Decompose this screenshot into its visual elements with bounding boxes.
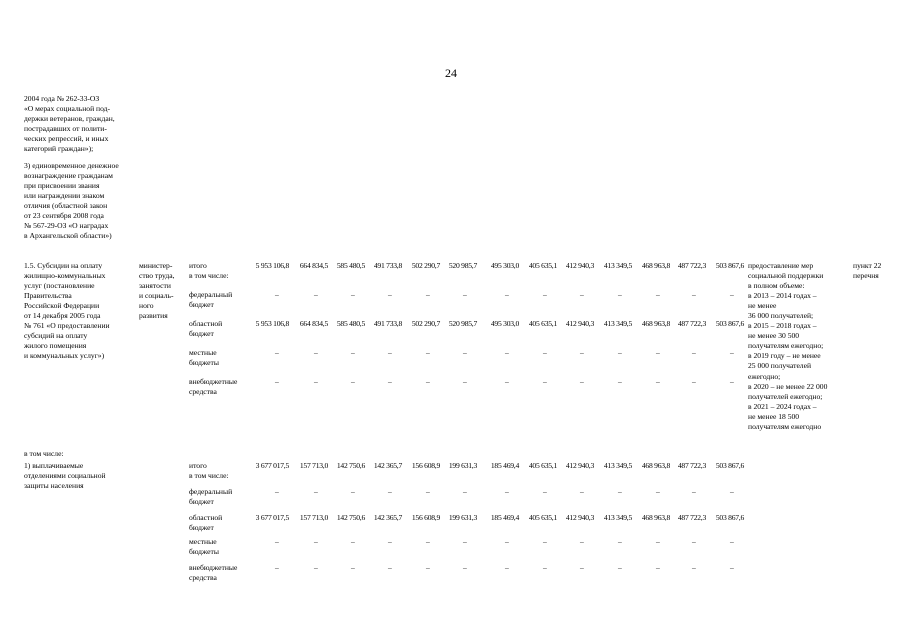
- subitem-1-value-cell: –: [580, 537, 584, 546]
- item-1-5-value-cell: 468 963,8: [641, 319, 670, 328]
- item-1-5-value-cell: –: [426, 377, 430, 386]
- subitem-1-value-cell: –: [730, 563, 734, 572]
- subitem-1-value-cell: –: [388, 563, 392, 572]
- item-1-5-value-cell: –: [730, 348, 734, 357]
- subitem-1-value-cell: 412 940,3: [565, 513, 594, 522]
- subitem-1-value-cell: 487 722,3: [677, 513, 706, 522]
- item-1-5-row-label: федеральный бюджет: [189, 290, 233, 309]
- item-1-5-value-cell: –: [275, 290, 279, 299]
- subitem-1-value-cell: –: [692, 537, 696, 546]
- item-1-5-value-cell: 491 733,8: [373, 319, 402, 328]
- subitem-1-row-label: внебюджетные средства: [189, 563, 238, 582]
- item-1-5-value-cell: 413 349,5: [603, 261, 632, 270]
- item-1-5-value-cell: –: [275, 377, 279, 386]
- item-1-5-value-cell: –: [505, 377, 509, 386]
- subitem-1-value-cell: 413 349,5: [603, 513, 632, 522]
- subitem-1-value-cell: 468 963,8: [641, 461, 670, 470]
- item-1-5-value-cell: 405 635,1: [528, 261, 557, 270]
- item-1-5-value-cell: –: [692, 348, 696, 357]
- subitem-1-value-cell: –: [505, 563, 509, 572]
- subitem-1-value-cell: –: [543, 563, 547, 572]
- item-1-5-value-cell: –: [388, 348, 392, 357]
- subitem-1-value-cell: 3 677 017,5: [255, 513, 289, 522]
- item-1-5-value-cell: –: [463, 348, 467, 357]
- item-1-5-value-cell: 503 867,6: [715, 261, 744, 270]
- subitem-1-value-cell: 142 365,7: [373, 513, 402, 522]
- subitem-1-value-cell: –: [618, 537, 622, 546]
- subitem-1-value-cell: –: [314, 487, 318, 496]
- subitem-1-name: 1) выплачиваемые отделениями социальной защиты населения: [24, 461, 106, 490]
- item-1-5-value-cell: –: [463, 377, 467, 386]
- subitem-1-value-cell: –: [388, 487, 392, 496]
- subitem-1-value-cell: 503 867,6: [715, 461, 744, 470]
- item-1-5-value-cell: 468 963,8: [641, 261, 670, 270]
- item-1-5-value-cell: –: [426, 290, 430, 299]
- item-1-5-value-cell: –: [351, 377, 355, 386]
- subitem-1-value-cell: 199 631,3: [448, 513, 477, 522]
- subitem-1-value-cell: 156 608,9: [411, 513, 440, 522]
- item-1-5-value-cell: 5 953 106,8: [255, 261, 289, 270]
- subitem-1-row-label: итого в том числе:: [189, 461, 229, 480]
- item-1-5-value-cell: –: [505, 348, 509, 357]
- subitem-1-value-cell: –: [314, 537, 318, 546]
- subitem-1-value-cell: –: [505, 487, 509, 496]
- subitem-1-value-cell: 468 963,8: [641, 513, 670, 522]
- item-1-5-row-label: областной бюджет: [189, 319, 223, 338]
- item-1-5-value-cell: –: [656, 290, 660, 299]
- subitem-1-value-cell: 503 867,6: [715, 513, 744, 522]
- item-1-5-value-cell: 487 722,3: [677, 261, 706, 270]
- subitem-1-value-cell: 142 750,6: [336, 461, 365, 470]
- subitem-1-value-cell: –: [275, 537, 279, 546]
- subitem-1-value-cell: –: [388, 537, 392, 546]
- subsection-intro: в том числе:: [24, 449, 64, 458]
- subitem-1-value-cell: –: [426, 537, 430, 546]
- item-1-5-name: 1.5. Субсидии на оплату жилищно-коммунальных услуг (постановление Правительства Российской Федерации от 14 декабря 2005 года № 761 «О предоставлении субсидий на оплату жилого помещения и коммунальных услуг»): [24, 261, 110, 360]
- subitem-1-value-cell: 185 469,4: [490, 461, 519, 470]
- subitem-1-value-cell: –: [656, 487, 660, 496]
- subitem-1-value-cell: –: [505, 537, 509, 546]
- item-1-5-value-cell: –: [692, 290, 696, 299]
- item-1-5-value-cell: 520 985,7: [448, 261, 477, 270]
- item-1-5-value-cell: –: [314, 290, 318, 299]
- item-1-5-value-cell: –: [388, 377, 392, 386]
- subitem-1-value-cell: –: [543, 537, 547, 546]
- item-1-5-value-cell: –: [426, 348, 430, 357]
- subitem-1-value-cell: 413 349,5: [603, 461, 632, 470]
- subitem-1-value-cell: 405 635,1: [528, 513, 557, 522]
- subitem-1-value-cell: 157 713,0: [299, 461, 328, 470]
- item-1-5-value-cell: 412 940,3: [565, 261, 594, 270]
- item-1-5-value-cell: –: [543, 377, 547, 386]
- subitem-1-value-cell: 157 713,0: [299, 513, 328, 522]
- subitem-1-value-cell: –: [463, 537, 467, 546]
- subitem-1-value-cell: –: [275, 563, 279, 572]
- subitem-1-value-cell: –: [730, 487, 734, 496]
- item-1-5-row-label: итого в том числе:: [189, 261, 229, 280]
- subitem-1-value-cell: –: [351, 487, 355, 496]
- subitem-1-value-cell: –: [730, 537, 734, 546]
- item-1-5-value-cell: –: [543, 348, 547, 357]
- subitem-1-value-cell: –: [692, 487, 696, 496]
- subitem-1-row-label: федеральный бюджет: [189, 487, 233, 506]
- subitem-1-value-cell: –: [314, 563, 318, 572]
- subitem-1-value-cell: 185 469,4: [490, 513, 519, 522]
- subitem-1-value-cell: –: [580, 487, 584, 496]
- item-1-5-value-cell: 495 303,0: [490, 319, 519, 328]
- item-1-5-row-label: внебюджетные средства: [189, 377, 238, 396]
- item-1-5-value-cell: –: [351, 290, 355, 299]
- item-1-5-value-cell: 5 953 106,8: [255, 319, 289, 328]
- item-1-5-value-cell: –: [656, 377, 660, 386]
- item-1-5-value-cell: 585 480,5: [336, 319, 365, 328]
- item-1-5-value-cell: –: [580, 348, 584, 357]
- item-1-5-value-cell: –: [351, 348, 355, 357]
- subitem-1-value-cell: –: [580, 563, 584, 572]
- item-1-5-value-cell: –: [692, 377, 696, 386]
- item-1-5-value-cell: 487 722,3: [677, 319, 706, 328]
- item-1-5-executor: министер- ство труда, занятости и социаль- ного развития: [139, 261, 175, 320]
- item-1-5-value-cell: 520 985,7: [448, 319, 477, 328]
- item-1-5-value-cell: –: [388, 290, 392, 299]
- subitem-1-value-cell: –: [656, 537, 660, 546]
- subitem-1-row-label: местные бюджеты: [189, 537, 219, 556]
- item-1-5-value-cell: –: [275, 348, 279, 357]
- subitem-1-value-cell: –: [692, 563, 696, 572]
- subitem-1-value-cell: 405 635,1: [528, 461, 557, 470]
- subitem-1-value-cell: –: [656, 563, 660, 572]
- item-1-5-value-cell: 502 290,7: [411, 319, 440, 328]
- item-1-5-value-cell: 664 834,5: [299, 261, 328, 270]
- item-1-5-value-cell: 405 635,1: [528, 319, 557, 328]
- item-1-5-reference: пункт 22 перечня: [853, 261, 882, 280]
- item-1-5-value-cell: –: [543, 290, 547, 299]
- subitem-1-value-cell: 412 940,3: [565, 461, 594, 470]
- subitem-1-value-cell: 3 677 017,5: [255, 461, 289, 470]
- subitem-1-value-cell: –: [351, 537, 355, 546]
- subitem-1-value-cell: 156 608,9: [411, 461, 440, 470]
- subitem-1-value-cell: –: [618, 563, 622, 572]
- item-1-5-value-cell: –: [580, 290, 584, 299]
- subitem-1-value-cell: –: [426, 563, 430, 572]
- item-1-5-value-cell: 585 480,5: [336, 261, 365, 270]
- item-1-5-value-cell: 412 940,3: [565, 319, 594, 328]
- subitem-1-value-cell: –: [351, 563, 355, 572]
- subitem-1-value-cell: –: [463, 487, 467, 496]
- item-1-5-value-cell: –: [730, 377, 734, 386]
- subitem-1-value-cell: –: [275, 487, 279, 496]
- item-1-5-value-cell: 413 349,5: [603, 319, 632, 328]
- item-1-5-value-cell: 502 290,7: [411, 261, 440, 270]
- item-1-5-value-cell: –: [314, 377, 318, 386]
- subitem-1-value-cell: 142 750,6: [336, 513, 365, 522]
- item-1-5-value-cell: –: [314, 348, 318, 357]
- item-1-5-value-cell: –: [656, 348, 660, 357]
- item-1-5-value-cell: 491 733,8: [373, 261, 402, 270]
- item-1-5-value-cell: –: [618, 348, 622, 357]
- item-1-5-result: предоставление мер социальной поддержки в полном объеме: в 2013 – 2014 годах – не менее 36 000 получателей; в 2015 – 2018 годах – не менее 30 500 получателям ежегодно; в 2019 году – не менее 25 000 получателей ежегодно; в 2020 – не менее 22 000 получателей ежегодно; в 2021 – 2024 годах – не менее 18 500 получателям ежегодно: [748, 261, 828, 431]
- subitem-1-value-cell: –: [543, 487, 547, 496]
- item-1-5-value-cell: –: [463, 290, 467, 299]
- subitem-1-value-cell: 487 722,3: [677, 461, 706, 470]
- item-1-5-value-cell: 495 303,0: [490, 261, 519, 270]
- item-1-5-value-cell: –: [730, 290, 734, 299]
- subitem-1-value-cell: 142 365,7: [373, 461, 402, 470]
- item-3-text: 3) единовременное денежное вознаграждение гражданам при присвоении звания или награждении знаком отличия (областной закон от 23 сентября 2008 года № 567-29-ОЗ «О наградах в Архангельской области»): [24, 161, 119, 240]
- subitem-1-value-cell: 199 631,3: [448, 461, 477, 470]
- subitem-1-value-cell: –: [426, 487, 430, 496]
- item-1-5-value-cell: –: [618, 377, 622, 386]
- item-1-5-row-label: местные бюджеты: [189, 348, 219, 367]
- subitem-1-row-label: областной бюджет: [189, 513, 223, 532]
- item-1-5-value-cell: –: [505, 290, 509, 299]
- subitem-1-value-cell: –: [618, 487, 622, 496]
- subitem-1-value-cell: –: [463, 563, 467, 572]
- page-number: 24: [445, 66, 457, 80]
- law-reference-text: 2004 года № 262-33-ОЗ «О мерах социальной под- держки ветеранов, граждан, пострадавших от полити- ческих репрессий, и иных категорий граждан»);: [24, 94, 115, 153]
- item-1-5-value-cell: 664 834,5: [299, 319, 328, 328]
- item-1-5-value-cell: –: [618, 290, 622, 299]
- item-1-5-value-cell: –: [580, 377, 584, 386]
- item-1-5-value-cell: 503 867,6: [715, 319, 744, 328]
